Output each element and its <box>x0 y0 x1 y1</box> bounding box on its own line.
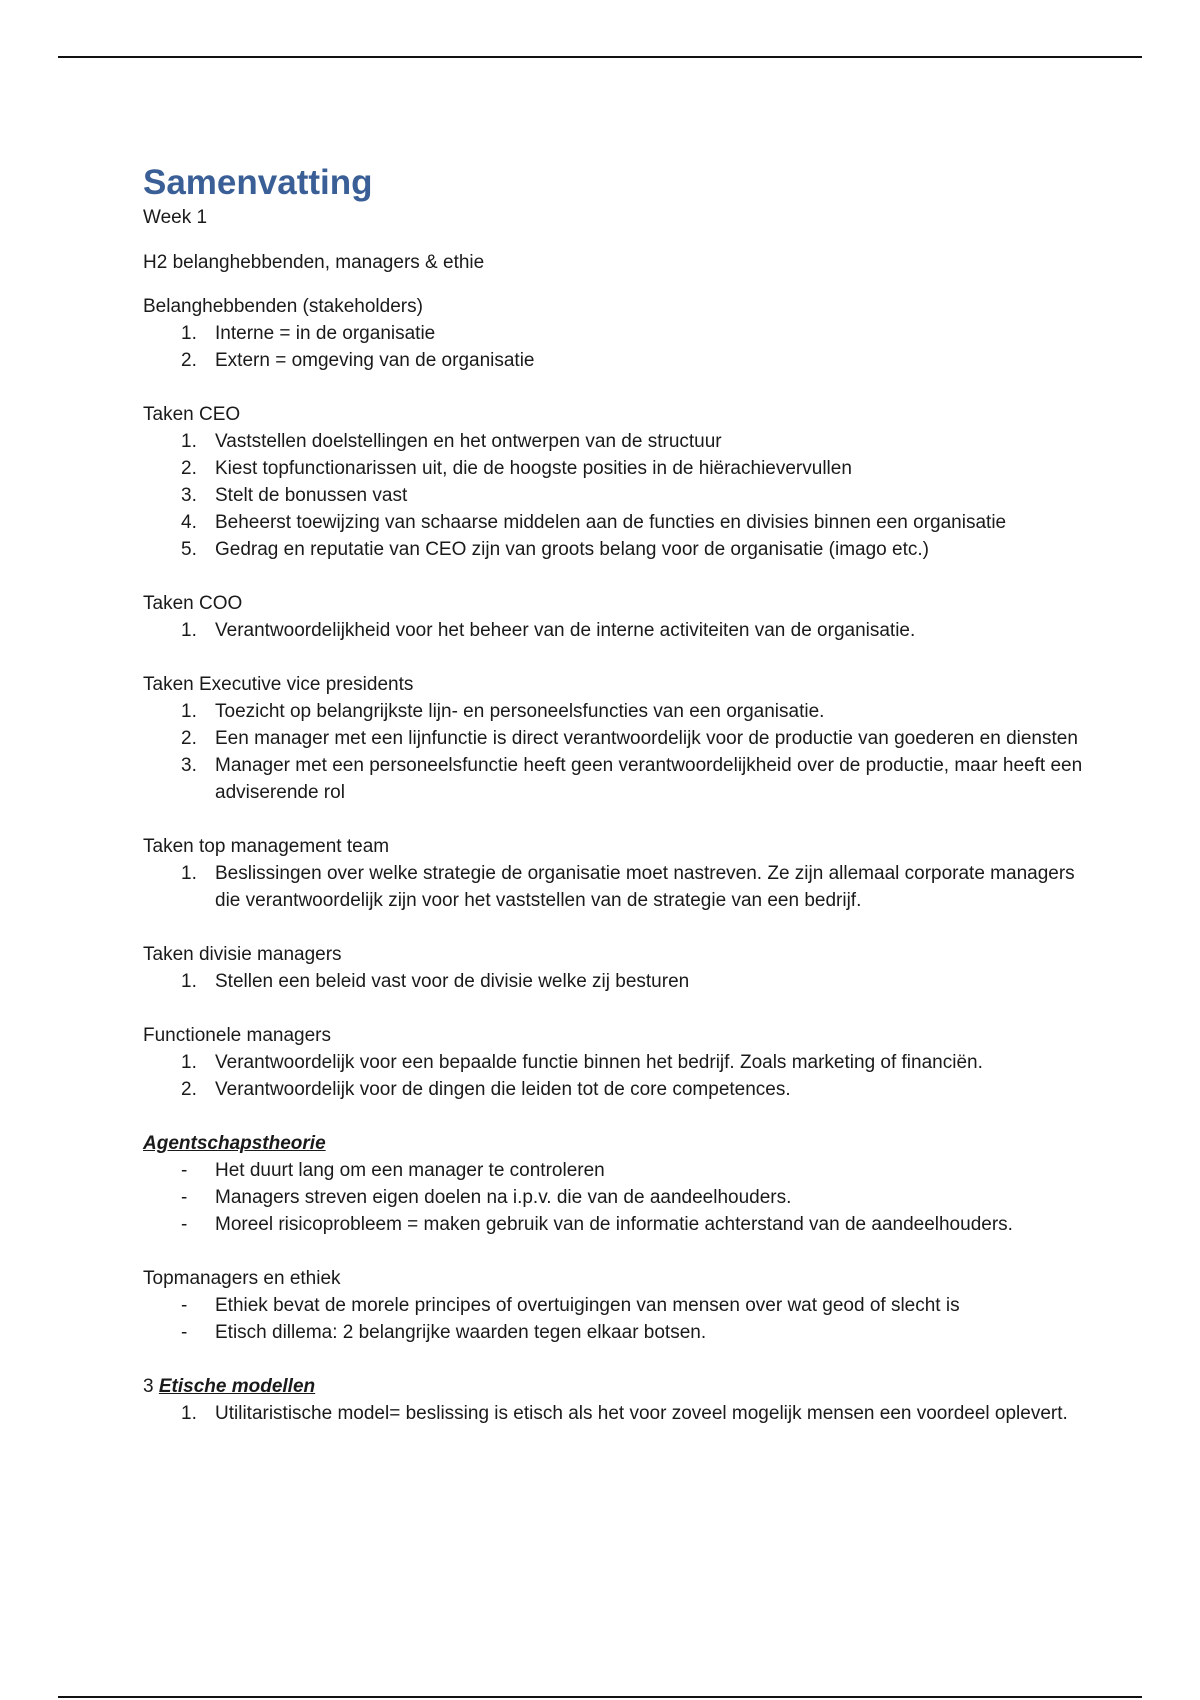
list-item-text: Verantwoordelijk voor een bepaalde functie binnen het bedrijf. Zoals marketing of financiën. <box>215 1052 983 1073</box>
list-item <box>143 320 1083 347</box>
list-item-text: Stelt de bonussen vast <box>215 485 408 506</box>
list-number: 2. <box>181 728 197 749</box>
list-number: 3. <box>181 485 197 506</box>
list-item-text: Ethiek bevat de morele principes of overtuigingen van mensen over wat geod of slecht is <box>215 1295 960 1316</box>
list-item <box>143 725 1083 752</box>
section-title: Taken CEO <box>143 404 241 425</box>
section-title: Taken Executive vice presidents <box>143 674 414 695</box>
list-number: 1. <box>181 323 197 344</box>
list-item <box>143 1076 1083 1103</box>
dash-bullet: - <box>181 1187 188 1208</box>
section-title: Taken top management team <box>143 836 390 857</box>
list-item <box>143 1157 1083 1184</box>
list-item <box>143 752 1083 806</box>
bullet-list <box>143 1157 1083 1238</box>
document-title: Samenvatting <box>143 163 373 202</box>
section-title: Etische modellen <box>158 1376 316 1397</box>
numbered-list <box>143 698 1083 806</box>
section-divisie-managers <box>143 941 1083 995</box>
numbered-list <box>143 1400 1083 1427</box>
list-item-text: Verantwoordelijkheid voor het beheer van de interne activiteiten van de organisatie. <box>215 620 916 641</box>
list-item-text: Gedrag en reputatie van CEO zijn van groots belang voor de organisatie (imago etc.) <box>215 539 929 560</box>
numbered-list <box>143 1049 1083 1103</box>
section-belanghebbenden <box>143 293 1083 374</box>
list-number: 1. <box>181 431 197 452</box>
bullet-list <box>143 1292 1083 1346</box>
list-item-text: Interne = in de organisatie <box>215 323 436 344</box>
list-item <box>143 1211 1083 1238</box>
list-number: 1. <box>181 863 197 884</box>
section-topmanagers-ethiek <box>143 1265 1083 1346</box>
list-item <box>143 482 1083 509</box>
section-taken-coo <box>143 590 1083 644</box>
section-top-management-team <box>143 833 1083 914</box>
list-item-text: Vaststellen doelstellingen en het ontwerpen van de structuur <box>215 431 722 452</box>
list-number: 2. <box>181 1079 197 1100</box>
list-item-text: Utilitaristische model= beslissing is etisch als het voor zoveel mogelijk mensen een voordeel oplevert. <box>215 1403 1068 1424</box>
section-title: Topmanagers en ethiek <box>143 1268 341 1289</box>
list-item <box>143 698 1083 725</box>
list-item-text: Een manager met een lijnfunctie is direct verantwoordelijk voor de productie van goederen en diensten <box>215 728 1078 749</box>
list-item-text: Beslissingen over welke strategie de organisatie moet nastreven. Ze zijn allemaal corporate managers die verantwoordelijk zijn voor het vaststellen van de strategie van een bedrijf. <box>215 863 1075 911</box>
list-item-text: Managers streven eigen doelen na i.p.v. die van de aandeelhouders. <box>215 1187 792 1208</box>
header-rule <box>58 56 1142 58</box>
list-item <box>143 617 1083 644</box>
list-number: 3. <box>181 755 197 776</box>
numbered-list <box>143 860 1083 914</box>
dash-bullet: - <box>181 1214 188 1235</box>
list-number: 2. <box>181 350 197 371</box>
list-item <box>143 347 1083 374</box>
list-item <box>143 509 1083 536</box>
section-title-line <box>143 1373 1083 1400</box>
section-number: 3 <box>143 1376 159 1397</box>
list-number: 2. <box>181 458 197 479</box>
list-item <box>143 1049 1083 1076</box>
list-number: 1. <box>181 1403 197 1424</box>
numbered-list <box>143 320 1083 374</box>
list-number: 1. <box>181 620 197 641</box>
list-item <box>143 428 1083 455</box>
list-item-text: Verantwoordelijk voor de dingen die leiden tot de core competences. <box>215 1079 791 1100</box>
numbered-list <box>143 428 1083 563</box>
section-executive-vp <box>143 671 1083 806</box>
section-title: Belanghebbenden (stakeholders) <box>143 296 423 317</box>
section-title: Agentschapstheorie <box>143 1133 326 1154</box>
list-item <box>143 968 1083 995</box>
list-item-text: Het duurt lang om een manager te controleren <box>215 1160 605 1181</box>
list-number: 1. <box>181 971 197 992</box>
list-number: 5. <box>181 539 197 560</box>
list-number: 4. <box>181 512 197 533</box>
section-title: Functionele managers <box>143 1025 331 1046</box>
list-item <box>143 860 1083 914</box>
list-item <box>143 1184 1083 1211</box>
list-item-text: Etisch dillema: 2 belangrijke waarden tegen elkaar botsen. <box>215 1322 707 1343</box>
numbered-list <box>143 968 1083 995</box>
section-functionele-managers <box>143 1022 1083 1103</box>
list-item <box>143 1292 1083 1319</box>
section-title: Taken divisie managers <box>143 944 342 965</box>
footer-rule <box>58 1696 1142 1698</box>
list-item-text: Beheerst toewijzing van schaarse middelen aan de functies en divisies binnen een organisatie <box>215 512 1007 533</box>
list-item-text: Extern = omgeving van de organisatie <box>215 350 535 371</box>
dash-bullet: - <box>181 1322 188 1343</box>
dash-bullet: - <box>181 1160 188 1181</box>
list-item <box>143 1400 1083 1427</box>
list-item <box>143 536 1083 563</box>
list-item-text: Toezicht op belangrijkste lijn- en personeelsfuncties van een organisatie. <box>215 701 825 722</box>
section-agentschapstheorie <box>143 1130 1083 1238</box>
numbered-list <box>143 617 1083 644</box>
list-item-text: Stellen een beleid vast voor de divisie welke zij besturen <box>215 971 690 992</box>
dash-bullet: - <box>181 1295 188 1316</box>
list-item <box>143 1319 1083 1346</box>
list-item-text: Manager met een personeelsfunctie heeft geen verantwoordelijkheid over de productie, maar heeft een adviserende rol <box>215 755 1083 803</box>
chapter-heading: H2 belanghebbenden, managers & ethie <box>143 252 485 273</box>
list-number: 1. <box>181 1052 197 1073</box>
list-number: 1. <box>181 701 197 722</box>
list-item-text: Moreel risicoprobleem = maken gebruik van de informatie achterstand van de aandeelhouders. <box>215 1214 1013 1235</box>
document-page <box>143 162 1083 1454</box>
list-item-text: Kiest topfunctionarissen uit, die de hoogste posities in de hiërachievervullen <box>215 458 852 479</box>
section-title: Taken COO <box>143 593 243 614</box>
section-etische-modellen <box>143 1373 1083 1427</box>
week-label: Week 1 <box>143 207 208 228</box>
list-item <box>143 455 1083 482</box>
section-taken-ceo <box>143 401 1083 563</box>
